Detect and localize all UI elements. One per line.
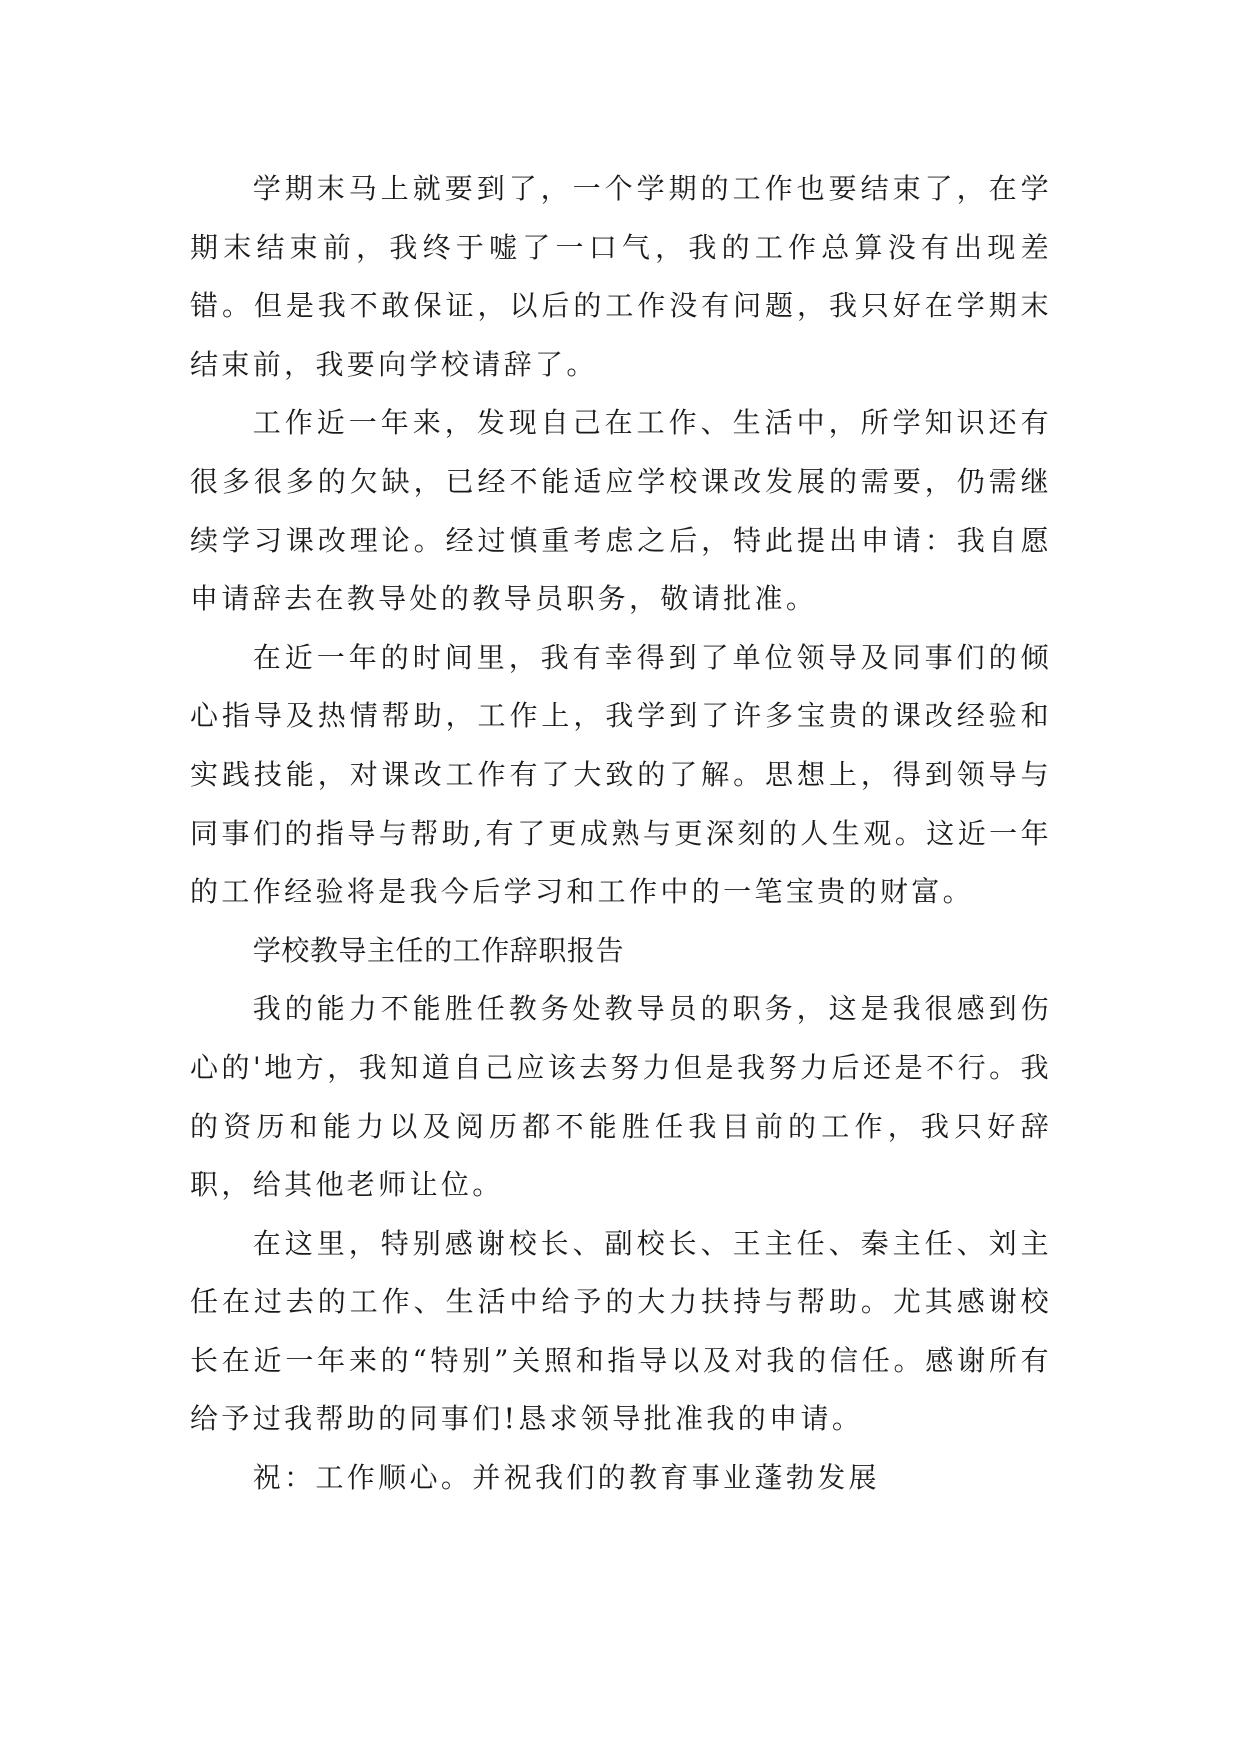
- paragraph-3: 在近一年的时间里，我有幸得到了单位领导及同事们的倾心指导及热情帮助，工作上，我学到了许多宝贵的课改经验和实践技能，对课改工作有了大致的了解。思想上，得到领导与同事们的指导与帮助,有了更成熟与更深刻的人生观。这近一年的工作经验将是我今后学习和工作中的一笔宝贵的财富。: [190, 640, 1052, 909]
- paragraph-2: 工作近一年来，发现自己在工作、生活中，所学知识还有很多很多的欠缺，已经不能适应学校课改发展的需要，仍需继续学习课改理论。经过慎重考虑之后，特此提出申请：我自愿申请辞去在教导处的教导员职务，敬请批准。: [190, 406, 1052, 616]
- section-title: 学校教导主任的工作辞职报告: [252, 933, 625, 967]
- paragraph-4: 我的能力不能胜任教务处教导员的职务，这是我很感到伤心的'地方，我知道自己应该去努力但是我努力后还是不行。我的资历和能力以及阅历都不能胜任我目前的工作，我只好辞职，给其他老师让位。: [190, 992, 1052, 1202]
- paragraph-5: 在这里，特别感谢校长、副校长、王主任、秦主任、刘主任在过去的工作、生活中给予的大力扶持与帮助。尤其感谢校长在近一年来的“特别”关照和指导以及对我的信任。感谢所有给予过我帮助的同事们!恳求领导批准我的申请。: [190, 1226, 1052, 1436]
- paragraph-1: 学期末马上就要到了，一个学期的工作也要结束了，在学期末结束前，我终于嘘了一口气，我的工作总算没有出现差错。但是我不敢保证，以后的工作没有问题，我只好在学期末结束前，我要向学校请辞了。: [190, 172, 1052, 381]
- paragraph-closing: 祝：工作顺心。并祝我们的教育事业蓬勃发展: [252, 1461, 880, 1495]
- document-page: [190, 160, 1052, 1508]
